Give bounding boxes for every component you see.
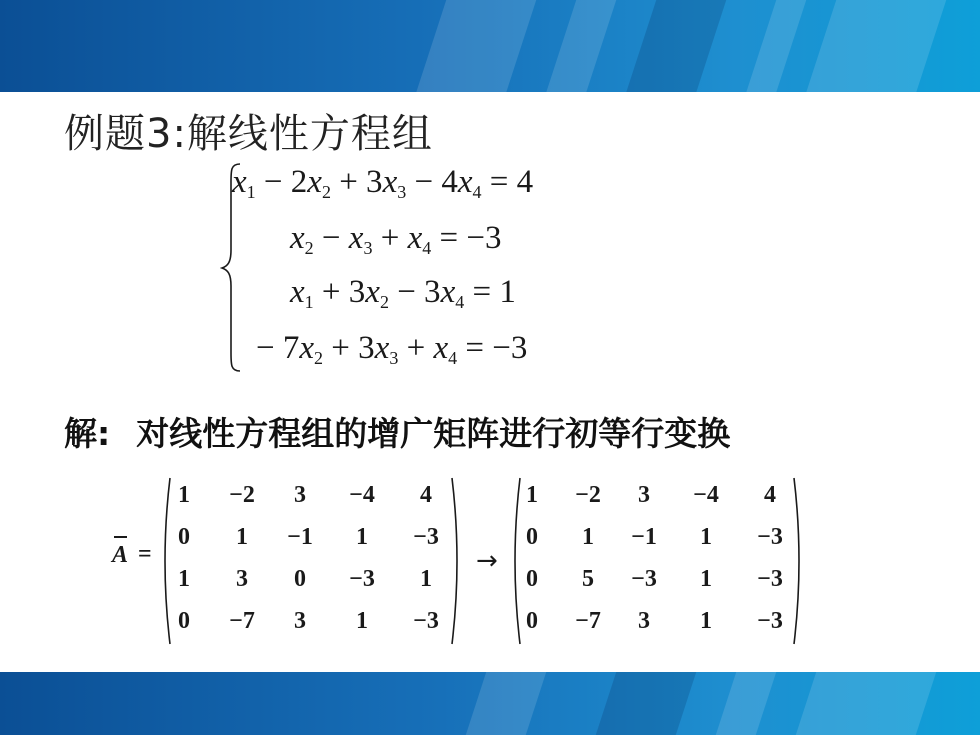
matrix-cell: 1 <box>178 566 190 592</box>
solution-text: 对线性方程组的增广矩阵进行初等行变换 <box>136 414 731 453</box>
equation-row: $x_1 - 2x_2 + 3x_3 - 4x_4 = 4$ <box>232 164 534 202</box>
matrix-cell: 1 <box>526 482 538 508</box>
matrix-cell: 0 <box>178 524 190 550</box>
equals-sign: = <box>138 541 152 567</box>
matrix-cell: −7 <box>229 608 255 634</box>
matrix-cell: 1 <box>582 524 594 550</box>
slide-title: 例题3:解线性方程组 <box>64 111 433 157</box>
matrix-cell: −3 <box>413 524 439 550</box>
matrix-cell: 1 <box>178 482 190 508</box>
equation-row: $x_2 - x_3 + x_4 = -3$ <box>290 220 502 258</box>
matrix-cell: 1 <box>700 524 712 550</box>
matrix-cell: 0 <box>526 608 538 634</box>
matrix-cell: 0 <box>526 524 538 550</box>
matrix-cell: 3 <box>638 482 650 508</box>
matrix-cell: −7 <box>575 608 601 634</box>
matrix-cell: −3 <box>631 566 657 592</box>
matrix-cell: −3 <box>349 566 375 592</box>
matrix-cell: 5 <box>582 566 594 592</box>
matrix-cell: −2 <box>575 482 601 508</box>
matrix-cell: 3 <box>638 608 650 634</box>
matrix-cell: 1 <box>420 566 432 592</box>
matrix-cell: 0 <box>526 566 538 592</box>
augmented-matrix-label: A <box>112 542 129 568</box>
matrix-cell: −3 <box>413 608 439 634</box>
matrix-cell: 4 <box>420 482 432 508</box>
equation-row: − $7x_2 + 3x_3 + x_4 = -3$ <box>256 330 528 368</box>
arrow-icon: → <box>476 546 498 576</box>
matrix-cell: 0 <box>294 566 306 592</box>
right-paren-icon <box>450 476 464 646</box>
matrix-cell: 1 <box>356 524 368 550</box>
matrix-cell: 1 <box>700 566 712 592</box>
matrix-cell: −4 <box>349 482 375 508</box>
matrix-cell: 1 <box>700 608 712 634</box>
header-banner <box>0 0 980 92</box>
matrix-cell: 4 <box>764 482 776 508</box>
equation-system <box>220 160 640 375</box>
matrix-left <box>158 476 464 646</box>
matrix-cell: −3 <box>757 608 783 634</box>
matrix-cell: 3 <box>294 608 306 634</box>
solution-heading <box>64 408 730 455</box>
matrix-cell: 1 <box>236 524 248 550</box>
matrix-cell: −1 <box>631 524 657 550</box>
matrix-cell: 3 <box>236 566 248 592</box>
matrix-cell: −3 <box>757 566 783 592</box>
matrix-cell: 0 <box>178 608 190 634</box>
matrix-right <box>508 476 806 646</box>
matrix-cell: −4 <box>693 482 719 508</box>
matrix-cell: −1 <box>287 524 313 550</box>
matrix-cell: 3 <box>294 482 306 508</box>
matrix-cell: 1 <box>356 608 368 634</box>
equation-row: $x_1 + 3x_2 - 3x_4 = 1$ <box>290 274 516 312</box>
footer-banner <box>0 672 980 735</box>
solution-lead: 解: <box>64 414 111 453</box>
matrix-cell: −2 <box>229 482 255 508</box>
matrix-cell: −3 <box>757 524 783 550</box>
